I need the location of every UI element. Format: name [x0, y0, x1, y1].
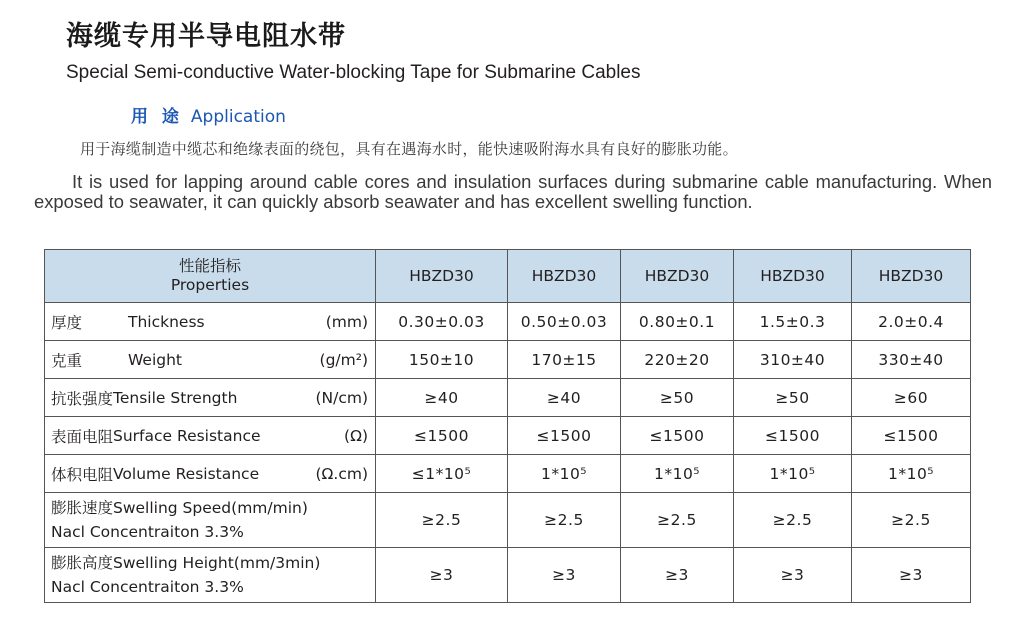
value-cell: ≥2.5 — [621, 493, 734, 548]
property-line2: Nacl Concentraiton 3.3% — [51, 578, 244, 596]
table-row-surface-resistance — [45, 417, 971, 455]
value-cell: ≥50 — [621, 379, 734, 417]
property-unit: (N/cm) — [315, 388, 368, 407]
property-en: Tensile Strength — [113, 388, 238, 407]
property-cell — [45, 548, 376, 603]
value-cell: 170±15 — [508, 341, 621, 379]
value-cell: 1.5±0.3 — [734, 303, 852, 341]
property-zh: 抗张强度 — [51, 389, 114, 408]
property-cell — [45, 379, 376, 417]
page-title-en: Special Semi-conductive Water-blocking Tape for Submarine Cables — [66, 62, 641, 83]
value-cell: ≥2.5 — [734, 493, 852, 548]
value-cell: ≥3 — [621, 548, 734, 603]
value-cell: 1*10⁵ — [734, 455, 852, 493]
property-line1: 膨胀高度Swelling Height(mm/3min) — [51, 554, 321, 572]
value-cell: 1*10⁵ — [852, 455, 971, 493]
value-cell: ≥50 — [734, 379, 852, 417]
value-cell: ≥3 — [852, 548, 971, 603]
properties-table — [44, 249, 971, 603]
properties-header-cell — [45, 250, 376, 303]
value-cell: ≤1500 — [734, 417, 852, 455]
property-en: Volume Resistance — [113, 464, 260, 483]
property-zh: 克重 — [51, 351, 83, 370]
page-title-zh: 海缆专用半导电阻水带 — [66, 21, 346, 52]
value-cell: 150±10 — [376, 341, 508, 379]
property-cell — [45, 341, 376, 379]
value-cell: ≥2.5 — [852, 493, 971, 548]
table-row-weight — [45, 341, 971, 379]
property-line1: 膨胀速度Swelling Speed(mm/min) — [51, 499, 308, 517]
property-line2: Nacl Concentraiton 3.3% — [51, 523, 244, 541]
value-cell: ≤1500 — [621, 417, 734, 455]
property-cell — [45, 455, 376, 493]
value-cell: 0.80±0.1 — [621, 303, 734, 341]
properties-header-en: Properties — [170, 276, 250, 294]
properties-header-zh: 性能指标 — [178, 257, 241, 275]
value-cell: 0.30±0.03 — [376, 303, 508, 341]
property-zh: 体积电阻 — [51, 465, 114, 484]
property-unit: (g/m²) — [319, 350, 368, 369]
application-heading — [131, 105, 286, 129]
value-cell: ≥2.5 — [508, 493, 621, 548]
table-row-thickness — [45, 303, 971, 341]
property-cell — [45, 303, 376, 341]
application-heading-en: Application — [190, 107, 286, 127]
value-cell: ≥60 — [852, 379, 971, 417]
value-cell: ≥40 — [508, 379, 621, 417]
value-cell: ≤1*10⁵ — [376, 455, 508, 493]
property-unit: (Ω.cm) — [315, 464, 368, 483]
model-header: HBZD30 — [376, 250, 508, 303]
model-header: HBZD30 — [734, 250, 852, 303]
value-cell: 0.50±0.03 — [508, 303, 621, 341]
property-unit: (Ω) — [344, 426, 368, 445]
property-en: Weight — [128, 350, 183, 369]
application-heading-zh: 用 途 — [131, 107, 183, 127]
table-row-tensile-strength — [45, 379, 971, 417]
value-cell: ≤1500 — [508, 417, 621, 455]
property-cell — [45, 493, 376, 548]
value-cell: ≥3 — [508, 548, 621, 603]
property-cell — [45, 417, 376, 455]
property-zh: 表面电阻 — [51, 427, 114, 446]
value-cell: ≥40 — [376, 379, 508, 417]
value-cell: ≤1500 — [376, 417, 508, 455]
property-zh: 厚度 — [51, 313, 83, 332]
application-text-zh: 用于海缆制造中缆芯和绝缘表面的绕包，具有在遇海水时，能快速吸附海水具有良好的膨胀功能。 — [80, 140, 738, 158]
property-en: Surface Resistance — [113, 426, 261, 445]
model-header: HBZD30 — [852, 250, 971, 303]
value-cell: ≥2.5 — [376, 493, 508, 548]
value-cell: 220±20 — [621, 341, 734, 379]
model-header: HBZD30 — [621, 250, 734, 303]
application-text-en: It is used for lapping around cable cores and insulation surfaces during submarine cable manufacturing. When exposed to seawater, it can quickly absorb seawater and has excellent swelling function. — [34, 171, 992, 212]
table-row-volume-resistance — [45, 455, 971, 493]
table-row-swelling-height — [45, 548, 971, 603]
property-en: Thickness — [128, 312, 205, 331]
value-cell: 2.0±0.4 — [852, 303, 971, 341]
value-cell: 1*10⁵ — [508, 455, 621, 493]
table-row-swelling-speed — [45, 493, 971, 548]
value-cell: 310±40 — [734, 341, 852, 379]
property-unit: (mm) — [325, 312, 368, 331]
value-cell: ≥3 — [376, 548, 508, 603]
value-cell: ≥3 — [734, 548, 852, 603]
value-cell: 330±40 — [852, 341, 971, 379]
model-header: HBZD30 — [508, 250, 621, 303]
table-header-row — [45, 250, 971, 303]
value-cell: ≤1500 — [852, 417, 971, 455]
value-cell: 1*10⁵ — [621, 455, 734, 493]
